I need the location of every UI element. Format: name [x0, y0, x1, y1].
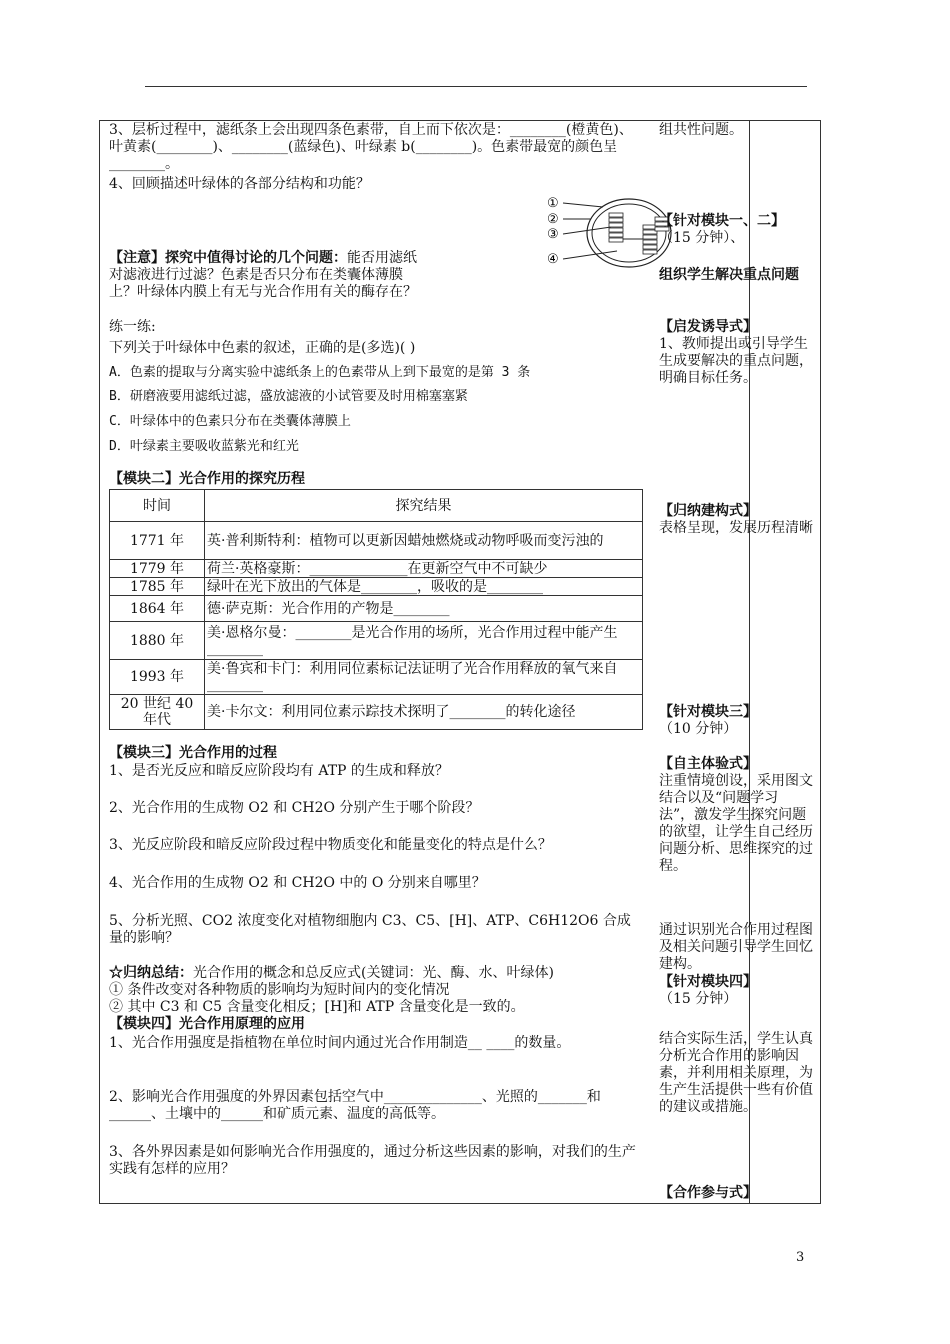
- table-row: [110, 522, 643, 560]
- module2-title: 【模块二】光合作用的探究历程: [109, 471, 305, 487]
- module3-question-2: 2、光合作用的生成物 O2 和 CH2O 分别产生于哪个阶段？: [109, 800, 480, 816]
- practice-label: 练一练:: [109, 319, 156, 335]
- table-row: [110, 560, 643, 578]
- row-year: 1880 年: [110, 622, 205, 660]
- row-year: 1864 年: [110, 596, 205, 622]
- mc-option-d: D．叶绿素主要吸收蓝紫光和红光: [109, 439, 299, 454]
- row-result: 英·普利斯特利：植物可以更新因蜡烛燃烧或动物呼吸而变污浊的: [205, 522, 643, 560]
- row-result: 荷兰·英格豪斯：______________在更新空气中不可缺少: [205, 560, 643, 578]
- row-result: 绿叶在光下放出的气体是________，吸收的是________: [205, 578, 643, 596]
- lesson-plan-table: [99, 120, 821, 1204]
- module4-heading: 【针对模块四】: [659, 974, 757, 990]
- self-experience-heading: 【自主体验式】: [659, 756, 757, 772]
- summary-heading: ☆归纳总结：: [109, 965, 193, 981]
- table-row: [110, 578, 643, 596]
- heuristic-body: 1、教师提出或引导学生生成要解决的重点问题，明确目标任务。: [659, 336, 813, 386]
- module3-question-3: 3、光反应阶段和暗反应阶段过程中物质变化和能量变化的特点是什么？: [109, 837, 552, 853]
- inductive-heading: 【归纳建构式】: [659, 503, 757, 519]
- module3-question-1: 1、是否光反应和暗反应阶段均有 ATP 的生成和释放？: [109, 763, 449, 779]
- chloroplast-diagram: [545, 195, 675, 271]
- diagram-label-4: ④: [547, 252, 559, 267]
- diagram-label-2: ②: [547, 212, 559, 227]
- mc-stem: 下列关于叶绿体中色素的叙述，正确的是(多选)( ): [109, 340, 416, 356]
- module12-time: （15 分钟）、: [659, 230, 745, 246]
- right-note-1: 组共性问题。: [659, 122, 743, 138]
- module4-question-3: 3、各外界因素是如何影响光合作用强度的，通过分析这些因素的影响，对我们的生产实践有怎样的应用？: [109, 1144, 636, 1177]
- module4-question-2: 2、影响光合作用强度的外界因素包括空气中______________、光照的_______和______、土壤中的______和矿质元素、温度的高低等。: [109, 1089, 601, 1122]
- self-experience-body: 注重情境创设，采用图文结合以及“问题学习法”，激发学生探究问题的欲望，让学生自己经历问题分析、思维探究的过程。: [659, 773, 813, 874]
- heuristic-heading: 【启发诱导式】: [659, 319, 757, 335]
- page-number: 3: [796, 1250, 805, 1265]
- row-result: 美·恩格尔曼：________是光合作用的场所，光合作用过程中能产生________: [205, 622, 643, 660]
- header-time: 时间: [110, 490, 205, 522]
- history-header-row: [110, 490, 643, 522]
- row-result: 美·卡尔文：利用同位素示踪技术探明了________的转化途径: [205, 695, 643, 730]
- header-result: 探究结果: [205, 490, 643, 522]
- module3-time: （10 分钟）: [659, 721, 738, 737]
- module3-question-4: 4、光合作用的生成物 O2 和 CH2O 中的 O 分别来自哪里？: [109, 875, 486, 891]
- notice-body: 能否用滤纸对滤液进行过滤？色素是否只分布在类囊体薄膜上？叶绿体内膜上有无与光合作用有关的酶存在？: [109, 250, 417, 300]
- module12-heading: 【针对模块一、二】: [659, 213, 785, 229]
- table-row: [110, 660, 643, 695]
- module3-title: 【模块三】光合作用的过程: [109, 745, 277, 761]
- question-4: 4、回顾描述叶绿体的各部分结构和功能？: [109, 176, 370, 192]
- practical-note: 结合实际生活，学生认真分析光合作用的影响因素，并利用相关原理，为生产生活提供一些有价值的建议或措施。: [659, 1031, 813, 1115]
- row-result: 德·萨克斯：光合作用的产物是________: [205, 596, 643, 622]
- summary-point-1: ① 条件改变对各种物质的影响均为短时间内的变化情况: [109, 982, 450, 998]
- row-year: 1993 年: [110, 660, 205, 695]
- module3-question-5: 5、分析光照、CO2 浓度变化对植物细胞内 C3、C5、[H]、ATP、C6H12O6 合成量的影响？: [109, 913, 631, 946]
- row-result: 美·鲁宾和卡门：利用同位素标记法证明了光合作用释放的氧气来自________: [205, 660, 643, 695]
- mc-option-c: C．叶绿体中的色素只分布在类囊体薄膜上: [109, 414, 351, 429]
- summary-body: 光合作用的概念和总反应式(关键词：光、酶、水、叶绿体): [193, 965, 554, 981]
- notice-paragraph: [109, 250, 427, 301]
- table-row: [110, 622, 643, 660]
- mc-option-b: B．研磨液要用滤纸过滤，盛放滤液的小试管要及时用棉塞塞紧: [109, 389, 468, 404]
- row-year: 1779 年: [110, 560, 205, 578]
- inductive-body: 表格呈现，发展历程清晰: [659, 520, 813, 536]
- module4-question-1: 1、光合作用强度是指植物在单位时间内通过光合作用制造__ ____的数量。: [109, 1035, 571, 1051]
- table-row: [110, 596, 643, 622]
- row-year: 20 世纪 40 年代: [110, 695, 205, 730]
- notice-heading: 【注意】探究中值得讨论的几个问题：: [109, 250, 347, 266]
- summary-point-2: ② 其中 C3 和 C5 含量变化相反；[H]和 ATP 含量变化是一致的。: [109, 999, 525, 1015]
- module4-time: （15 分钟）: [659, 991, 738, 1007]
- organize-heading: 组织学生解决重点问题: [659, 267, 799, 283]
- diagram-label-3: ③: [547, 227, 559, 242]
- header-rule: [145, 86, 807, 87]
- summary-paragraph: [109, 965, 643, 982]
- module4-title: 【模块四】光合作用原理的应用: [109, 1016, 305, 1032]
- history-table: [109, 489, 643, 730]
- module3-heading: 【针对模块三】: [659, 704, 757, 720]
- row-year: 1785 年: [110, 578, 205, 596]
- question-3: 3、层析过程中，滤纸条上会出现四条色素带，自上而下依次是：________(橙黄色)、叶黄素(________)、________(蓝绿色)、叶绿素 b(________)。色素带最宽的颜色呈________。: [109, 122, 633, 172]
- row-year: 1771 年: [110, 522, 205, 560]
- diagram-label-1: ①: [547, 196, 559, 211]
- table-row: [110, 695, 643, 730]
- recall-note: 通过识别光合作用过程图及相关问题引导学生回忆建构。: [659, 922, 813, 972]
- mc-option-a: A．色素的提取与分离实验中滤纸条上的色素带从上到下最宽的是第 3 条: [109, 365, 531, 380]
- cooperative-heading: 【合作参与式】: [659, 1185, 757, 1201]
